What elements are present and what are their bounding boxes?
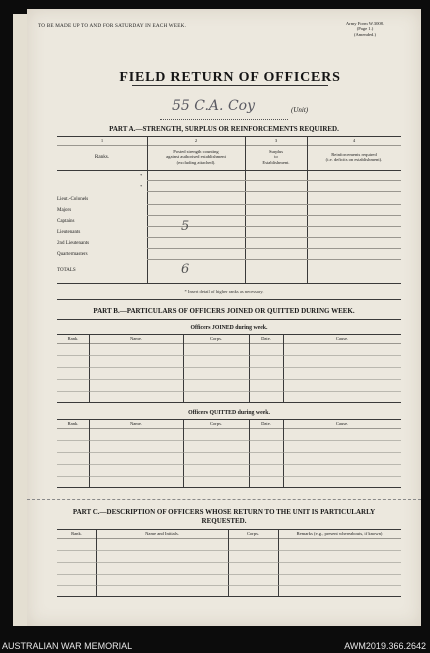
part-b-heading: PART B.—PARTICULARS OF OFFICERS JOINED OR QUITTED DURING WEEK. [93, 307, 355, 315]
joined-col-date: Date. [261, 336, 271, 341]
joined-header-rule [57, 343, 401, 344]
row-rule [147, 180, 401, 181]
footer-institution: AUSTRALIAN WAR MEMORIAL [2, 641, 133, 651]
form-number-line: Army Form W.3008. [345, 21, 385, 26]
part-a-header-rule [57, 170, 401, 171]
joined-col-corps: Corps. [209, 336, 223, 341]
footer-accession: AWM2019.366.2642 [344, 641, 426, 651]
col-posted-line: (excluding attached). [176, 159, 216, 165]
quitted-top-rule [57, 419, 401, 420]
col-posted-header [147, 149, 245, 165]
footnote: * Insert detail of higher ranks as necessary. [184, 289, 264, 294]
quitted-row-rule [57, 440, 401, 441]
col-surplus-line: Surplus [268, 149, 284, 154]
joined-col-rank: Rank. [67, 336, 79, 341]
part-c-header-rule [57, 538, 401, 539]
part-a-bottom-rule [57, 283, 401, 284]
unit-label: (Unit) [291, 106, 309, 114]
part-b-rule [57, 319, 401, 320]
col-reinf-header [307, 152, 401, 163]
totals-label: TOTALS [57, 268, 76, 273]
part-c-heading [27, 508, 421, 526]
unit-handwritten: 55 C.A. Coy [172, 98, 255, 114]
part-a-top-rule [57, 136, 401, 137]
quitted-row-rule [57, 452, 401, 453]
row-rule [147, 248, 401, 249]
form-page-line: (Page 1.) [356, 26, 374, 32]
quitted-col-rank: Rank. [67, 421, 79, 426]
instruction-text: TO BE MADE UP TO AND FOR SATURDAY IN EACH WEEK. [38, 23, 187, 29]
quitted-row-rule [57, 464, 401, 465]
part-c-col-remarks: Remarks (e.g., present whereabouts, if known) [296, 531, 383, 536]
page-title: FIELD RETURN OF OFFICERS [119, 70, 341, 85]
part-c-row-rule [57, 562, 401, 563]
part-c-col-rank: Rank. [71, 531, 82, 536]
col-number-2: 2 [194, 138, 198, 143]
quitted-col-date: Date. [261, 421, 271, 426]
col-surplus-line: to [274, 154, 278, 160]
joined-top-rule [57, 334, 401, 335]
unit-line [160, 118, 288, 120]
rank-label: Captains [57, 219, 75, 224]
part-a-heading: PART A.—STRENGTH, SURPLUS OR REINFORCEMENTS REQUIRED. [109, 125, 339, 133]
row-rule [147, 215, 401, 216]
quitted-header-rule [57, 428, 401, 429]
lieutenants-value: 5 [181, 219, 190, 234]
rank-label: Lieutenants [57, 230, 81, 235]
row-rule [147, 237, 401, 238]
part-c-row-rule [57, 585, 401, 586]
row-rule [147, 259, 401, 260]
form-number [330, 21, 400, 37]
rank-label: Lieut.-Colonels [57, 197, 89, 202]
col-reinf-line: Reinforcements required [331, 152, 377, 157]
row-rule [147, 191, 401, 192]
col-posted-line: against authorised establishment [166, 154, 226, 160]
quitted-col-name: Name. [129, 421, 143, 426]
rank-label: 2nd Lieutenants [57, 241, 90, 246]
col-surplus-line: Establishment. [262, 159, 290, 165]
rank-label: Quartermasters [57, 252, 88, 257]
col-surplus-header [245, 149, 307, 165]
joined-row-rule [57, 391, 401, 392]
totals-value: 6 [181, 262, 190, 277]
col-number-4: 4 [352, 138, 356, 143]
part-c-col-corps: Corps. [246, 531, 260, 536]
row-rule [147, 204, 401, 205]
col-posted-line: Posted strength counting [173, 149, 219, 154]
form-amended-line: (Amended.) [353, 31, 377, 37]
rank-label: Majors [57, 208, 72, 213]
col-number-1: 1 [100, 138, 104, 143]
joined-row-rule [57, 379, 401, 380]
col-reinf-line: (i.e. deficits on establishment). [325, 157, 383, 163]
perforation-line [27, 499, 421, 500]
part-c-heading-line: REQUESTED. [201, 517, 247, 525]
col-number-3: 3 [274, 138, 278, 143]
joined-row-rule [57, 367, 401, 368]
quitted-bottom-rule [57, 487, 401, 488]
asterisk-mark: * [140, 184, 143, 189]
part-a-num-rule [57, 145, 401, 146]
page-edge [13, 14, 27, 626]
quitted-col-cause: Cause. [335, 421, 349, 426]
quitted-title: Officers QUITTED during week. [188, 410, 270, 416]
part-c-heading-line: PART C.—DESCRIPTION OF OFFICERS WHOSE RETURN TO THE UNIT IS PARTICULARLY [72, 508, 376, 516]
part-c-row-rule [57, 574, 401, 575]
part-c-row-rule [57, 550, 401, 551]
joined-bottom-rule [57, 402, 401, 403]
part-c-col-name: Name and Initials. [145, 531, 179, 536]
part-b-top-rule [57, 299, 401, 300]
quitted-col-corps: Corps. [209, 421, 223, 426]
joined-row-rule [57, 355, 401, 356]
col-ranks-header: Ranks. [94, 154, 110, 160]
asterisk-mark: * [140, 173, 143, 178]
title-underline [132, 85, 328, 86]
joined-col-name: Name. [129, 336, 143, 341]
part-c-top-rule [57, 529, 401, 530]
joined-title: Officers JOINED during week. [190, 325, 268, 331]
quitted-row-rule [57, 476, 401, 477]
joined-col-cause: Cause. [335, 336, 349, 341]
part-c-bottom-rule [57, 596, 401, 597]
